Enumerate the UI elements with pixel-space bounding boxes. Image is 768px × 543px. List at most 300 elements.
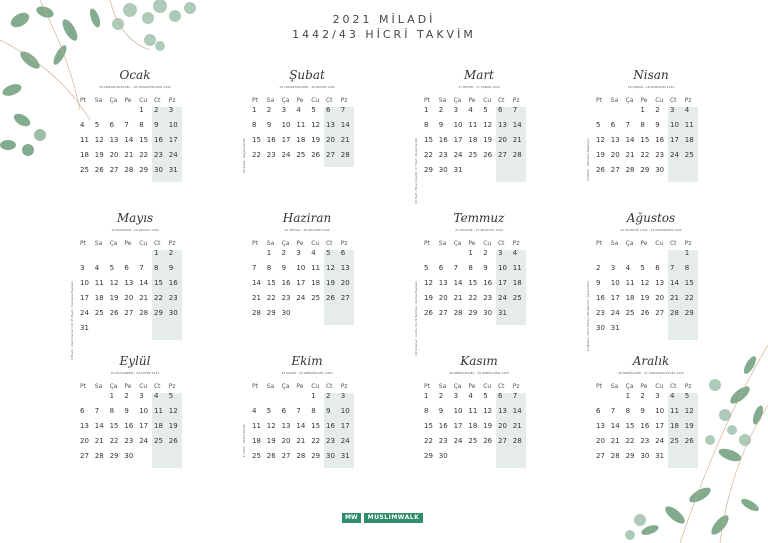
day-cell	[498, 277, 513, 292]
hijri-range: 22 ZİLHİCCE 1442 - 23 MUHARREM 1443	[620, 228, 682, 232]
day-cell	[169, 164, 184, 179]
day-number: 30	[438, 452, 448, 460]
weekday-label: Pt	[424, 240, 430, 247]
day-grid	[252, 240, 356, 322]
hijri-range: 21 ZİLKADE - 21 ZİLHİCCE 1442	[455, 228, 503, 232]
week-row	[424, 164, 528, 179]
day-cell	[80, 164, 95, 179]
day-cell	[169, 292, 184, 307]
day-cell	[611, 450, 626, 465]
day-cell	[670, 390, 685, 405]
day-cell	[282, 262, 297, 277]
day-cell	[267, 277, 282, 292]
day-cell	[169, 322, 184, 337]
weekday-label: Sa	[610, 240, 619, 247]
day-number: 13	[80, 422, 89, 430]
day-number: 14	[453, 279, 463, 287]
day-cell	[596, 307, 611, 322]
week-row	[424, 247, 528, 262]
day-number: 21	[669, 294, 679, 302]
day-cell	[326, 262, 341, 277]
day-cell	[139, 164, 154, 179]
day-cell	[685, 450, 700, 465]
day-number: 30	[596, 324, 605, 332]
day-number: 31	[453, 166, 463, 174]
weekday-label: Cu	[655, 97, 664, 104]
day-cell	[468, 277, 483, 292]
day-cell	[655, 164, 670, 179]
day-cell	[154, 104, 169, 119]
weekday-header	[80, 383, 184, 390]
day-cell	[670, 119, 685, 134]
day-number: 6	[497, 106, 503, 114]
day-cell	[439, 164, 454, 179]
day-number: 4	[468, 106, 473, 114]
day-cell	[685, 390, 700, 405]
weekday-label: Ça	[109, 97, 118, 104]
day-cell	[252, 390, 267, 405]
day-cell	[282, 277, 297, 292]
day-cell	[267, 262, 282, 277]
week-row	[596, 119, 700, 134]
day-number: 10	[655, 407, 665, 415]
day-cell	[326, 277, 341, 292]
day-number: 11	[468, 121, 478, 129]
day-cell	[252, 292, 267, 307]
day-cell	[341, 390, 356, 405]
day-number: 26	[266, 452, 276, 460]
day-cell	[439, 134, 454, 149]
day-number: 13	[497, 407, 507, 415]
hijri-range: 20 ŞEVVAL - 20 ZİLKADE 1442	[284, 228, 330, 232]
day-number: 18	[153, 422, 163, 430]
day-number: 17	[497, 279, 507, 287]
day-number: 6	[655, 264, 660, 272]
day-number: 10	[453, 121, 463, 129]
weekday-header	[252, 383, 356, 390]
day-number: 27	[80, 452, 89, 460]
day-cell	[596, 420, 611, 435]
day-number: 9	[483, 264, 488, 272]
day-cell	[267, 292, 282, 307]
title-line-1: 2021 MİLADİ	[332, 13, 436, 26]
week-row	[596, 307, 700, 322]
day-cell	[80, 450, 95, 465]
day-cell	[454, 292, 469, 307]
day-cell	[611, 104, 626, 119]
day-cell	[640, 420, 655, 435]
day-number: 10	[610, 279, 620, 287]
weekday-label: Ct	[153, 97, 161, 104]
day-number: 31	[80, 324, 89, 332]
day-number: 14	[296, 422, 306, 430]
day-number: 30	[153, 166, 163, 174]
day-number: 2	[124, 392, 129, 400]
day-cell	[685, 322, 700, 337]
day-number: 4	[669, 392, 675, 400]
day-cell	[611, 435, 626, 450]
day-cell	[311, 134, 326, 149]
holiday-notes: 18 Şubat · Regaib Kandili	[242, 138, 246, 174]
day-number: 12	[109, 279, 119, 287]
week-row	[596, 292, 700, 307]
day-cell	[326, 307, 341, 322]
week-row	[80, 277, 184, 292]
day-number: 20	[596, 437, 605, 445]
weekday-header	[424, 240, 528, 247]
day-number: 8	[266, 264, 272, 272]
day-cell	[439, 405, 454, 420]
week-row	[80, 149, 184, 164]
day-cell	[80, 134, 95, 149]
day-cell	[341, 405, 356, 420]
day-number: 1	[109, 392, 115, 400]
weekday-label: Pt	[252, 97, 258, 104]
day-number: 2	[640, 392, 645, 400]
day-cell	[468, 149, 483, 164]
day-cell	[498, 435, 513, 450]
weekday-header	[252, 97, 356, 104]
day-number: 10	[139, 407, 149, 415]
day-number: 11	[684, 121, 694, 129]
weekday-label: Ct	[669, 383, 677, 390]
day-cell	[296, 420, 311, 435]
day-number: 12	[640, 279, 650, 287]
week-row	[80, 164, 184, 179]
day-number: 29	[625, 452, 635, 460]
day-cell	[252, 435, 267, 450]
weekday-label: Cu	[483, 97, 492, 104]
day-number: 23	[325, 437, 335, 445]
day-number: 24	[80, 309, 89, 317]
day-cell	[611, 262, 626, 277]
day-cell	[311, 292, 326, 307]
day-cell	[296, 262, 311, 277]
day-number: 1	[153, 249, 159, 257]
day-cell	[670, 164, 685, 179]
day-cell	[685, 307, 700, 322]
day-cell	[685, 134, 700, 149]
day-cell	[267, 104, 282, 119]
day-number: 1	[424, 392, 429, 400]
day-cell	[468, 405, 483, 420]
day-number: 29	[139, 166, 149, 174]
day-cell	[326, 247, 341, 262]
day-number: 3	[168, 106, 174, 114]
weekday-label: Pt	[80, 383, 86, 390]
day-number: 7	[625, 121, 631, 129]
day-number: 2	[168, 249, 174, 257]
day-number: 2	[483, 249, 488, 257]
day-number: 23	[596, 309, 605, 317]
day-cell	[685, 149, 700, 164]
day-cell	[626, 149, 641, 164]
day-cell	[439, 435, 454, 450]
week-row	[424, 119, 528, 134]
day-number: 7	[610, 407, 616, 415]
month-name: Nisan	[633, 68, 669, 82]
week-row	[424, 390, 528, 405]
week-row	[80, 435, 184, 450]
week-row	[80, 307, 184, 322]
day-cell	[483, 104, 498, 119]
weekday-label: Ct	[497, 97, 505, 104]
day-cell	[110, 119, 125, 134]
day-cell	[626, 307, 641, 322]
day-number: 24	[168, 151, 178, 159]
weekday-label: Sa	[266, 240, 275, 247]
day-cell	[311, 247, 326, 262]
day-cell	[454, 247, 469, 262]
day-cell	[124, 277, 139, 292]
day-cell	[611, 307, 626, 322]
day-number: 5	[266, 407, 272, 415]
day-cell	[110, 435, 125, 450]
day-cell	[110, 405, 125, 420]
day-grid	[596, 240, 700, 337]
day-cell	[439, 420, 454, 435]
day-number: 13	[281, 422, 291, 430]
day-cell	[124, 247, 139, 262]
day-number: 6	[325, 106, 331, 114]
day-number: 17	[669, 136, 679, 144]
day-cell	[154, 247, 169, 262]
day-cell	[124, 164, 139, 179]
day-cell	[154, 134, 169, 149]
day-cell	[685, 292, 700, 307]
holiday-notes: 17 Ekim · Mevlid Kandili	[242, 424, 246, 458]
day-number: 4	[94, 264, 100, 272]
day-cell	[685, 247, 700, 262]
day-cell	[483, 405, 498, 420]
day-number: 9	[281, 264, 287, 272]
day-number: 17	[453, 422, 463, 430]
day-number: 10	[497, 264, 507, 272]
week-row	[252, 405, 356, 420]
day-number: 21	[139, 294, 149, 302]
day-cell	[611, 292, 626, 307]
day-cell	[454, 164, 469, 179]
weekday-label: Ça	[281, 240, 290, 247]
day-number: 24	[669, 151, 679, 159]
weekday-header	[596, 240, 700, 247]
day-number: 7	[296, 407, 301, 415]
day-cell	[655, 405, 670, 420]
day-number: 12	[266, 422, 276, 430]
day-number: 16	[153, 136, 163, 144]
day-cell	[341, 450, 356, 465]
day-number: 31	[497, 309, 507, 317]
weekday-label: Pt	[596, 240, 602, 247]
day-number: 11	[153, 407, 163, 415]
day-cell	[341, 420, 356, 435]
week-row	[252, 247, 356, 262]
day-cell	[655, 450, 670, 465]
day-cell	[154, 390, 169, 405]
day-cell	[483, 435, 498, 450]
day-cell	[139, 104, 154, 119]
weekday-label: Pz	[684, 240, 692, 247]
day-number: 12	[684, 407, 694, 415]
day-number: 7	[124, 121, 129, 129]
day-number: 17	[168, 136, 178, 144]
day-number: 18	[94, 294, 104, 302]
day-cell	[468, 292, 483, 307]
day-cell	[596, 450, 611, 465]
day-number: 27	[109, 166, 119, 174]
day-number: 26	[596, 166, 605, 174]
day-cell	[468, 450, 483, 465]
day-cell	[110, 390, 125, 405]
day-number: 22	[311, 437, 321, 445]
day-number: 9	[655, 121, 660, 129]
day-cell	[296, 104, 311, 119]
day-cell	[282, 420, 297, 435]
week-row	[424, 435, 528, 450]
day-cell	[655, 104, 670, 119]
week-row	[424, 104, 528, 119]
weekday-label: Ça	[625, 240, 634, 247]
weekday-label: Ça	[453, 383, 462, 390]
day-number: 5	[168, 392, 174, 400]
day-cell	[311, 149, 326, 164]
day-number: 18	[296, 136, 306, 144]
day-cell	[282, 390, 297, 405]
day-number: 4	[625, 264, 631, 272]
day-cell	[252, 149, 267, 164]
day-cell	[596, 247, 611, 262]
day-number: 8	[468, 264, 473, 272]
day-cell	[498, 450, 513, 465]
day-number: 27	[497, 151, 507, 159]
day-cell	[139, 420, 154, 435]
day-number: 6	[109, 121, 115, 129]
day-number: 21	[94, 437, 104, 445]
day-number: 25	[625, 309, 635, 317]
day-number: 2	[438, 392, 444, 400]
day-number: 4	[512, 249, 518, 257]
day-cell	[655, 262, 670, 277]
holiday-notes: 10 Mart · Miraç Kandili / 27 Mart · Berat Kandili	[414, 138, 418, 204]
day-number: 28	[296, 452, 306, 460]
day-number: 22	[139, 151, 149, 159]
week-row	[80, 292, 184, 307]
day-cell	[468, 307, 483, 322]
day-number: 12	[168, 407, 178, 415]
day-number: 18	[468, 422, 478, 430]
day-cell	[252, 247, 267, 262]
day-number: 2	[655, 106, 660, 114]
day-number: 8	[252, 121, 257, 129]
day-number: 11	[80, 136, 89, 144]
day-cell	[282, 405, 297, 420]
weekday-label: Sa	[94, 97, 103, 104]
weekday-label: Ça	[109, 383, 118, 390]
day-number: 18	[625, 294, 635, 302]
weekday-label: Ça	[453, 97, 462, 104]
week-row	[596, 277, 700, 292]
day-cell	[439, 119, 454, 134]
week-row	[424, 292, 528, 307]
day-cell	[611, 405, 626, 420]
day-cell	[498, 247, 513, 262]
day-number: 13	[610, 136, 620, 144]
day-cell	[95, 390, 110, 405]
day-number: 3	[453, 106, 459, 114]
week-row	[80, 405, 184, 420]
holiday-notes: 19 Temmuz · Arefe / 20-23 Temmuz · Kurban Bayramı	[414, 281, 418, 356]
day-number: 24	[453, 437, 463, 445]
day-cell	[611, 247, 626, 262]
day-number: 27	[281, 452, 291, 460]
day-number: 8	[625, 407, 631, 415]
day-cell	[424, 104, 439, 119]
day-cell	[685, 262, 700, 277]
day-number: 18	[512, 279, 522, 287]
day-cell	[110, 149, 125, 164]
weekday-label: Cu	[655, 240, 664, 247]
day-cell	[439, 104, 454, 119]
day-cell	[311, 104, 326, 119]
day-cell	[95, 247, 110, 262]
day-number: 14	[669, 279, 679, 287]
day-cell	[124, 262, 139, 277]
day-cell	[169, 390, 184, 405]
day-number: 5	[325, 249, 331, 257]
day-number: 25	[311, 294, 321, 302]
day-cell	[95, 262, 110, 277]
day-number: 27	[610, 166, 620, 174]
hijri-range: 19 RAMAZAN - 19 ŞEVVAL 1442	[111, 228, 159, 232]
day-number: 8	[153, 264, 159, 272]
weekday-label: Ça	[453, 240, 462, 247]
weekday-label: Cu	[483, 240, 492, 247]
day-cell	[468, 262, 483, 277]
weekday-label: Ct	[325, 97, 333, 104]
day-cell	[513, 134, 528, 149]
day-number: 7	[139, 264, 144, 272]
day-number: 2	[325, 392, 331, 400]
month-name: Ocak	[119, 68, 151, 82]
week-row	[80, 104, 184, 119]
week-row	[596, 134, 700, 149]
day-number: 22	[424, 151, 433, 159]
day-cell	[670, 435, 685, 450]
day-cell	[296, 450, 311, 465]
day-cell	[154, 450, 169, 465]
day-number: 16	[438, 422, 448, 430]
day-number: 28	[252, 309, 261, 317]
day-number: 4	[684, 106, 690, 114]
weekday-label: Cu	[311, 383, 320, 390]
month-name: Ağustos	[626, 211, 676, 225]
day-cell	[296, 292, 311, 307]
day-cell	[252, 450, 267, 465]
day-number: 19	[109, 294, 119, 302]
day-cell	[640, 262, 655, 277]
day-cell	[424, 292, 439, 307]
day-number: 4	[296, 106, 301, 114]
weekday-label: Pz	[168, 97, 176, 104]
day-number: 11	[625, 279, 635, 287]
weekday-label: Pt	[424, 97, 430, 104]
day-cell	[498, 405, 513, 420]
hijri-range: 24 MUHARREM - 23 SAFER 1443	[110, 371, 160, 375]
hijri-range: 18 CEMAZİYELEVVEL - 18 CEMAZİYELAHİR 1442	[99, 85, 171, 89]
day-number: 5	[640, 264, 645, 272]
weekday-label: Sa	[438, 240, 447, 247]
day-cell	[124, 322, 139, 337]
